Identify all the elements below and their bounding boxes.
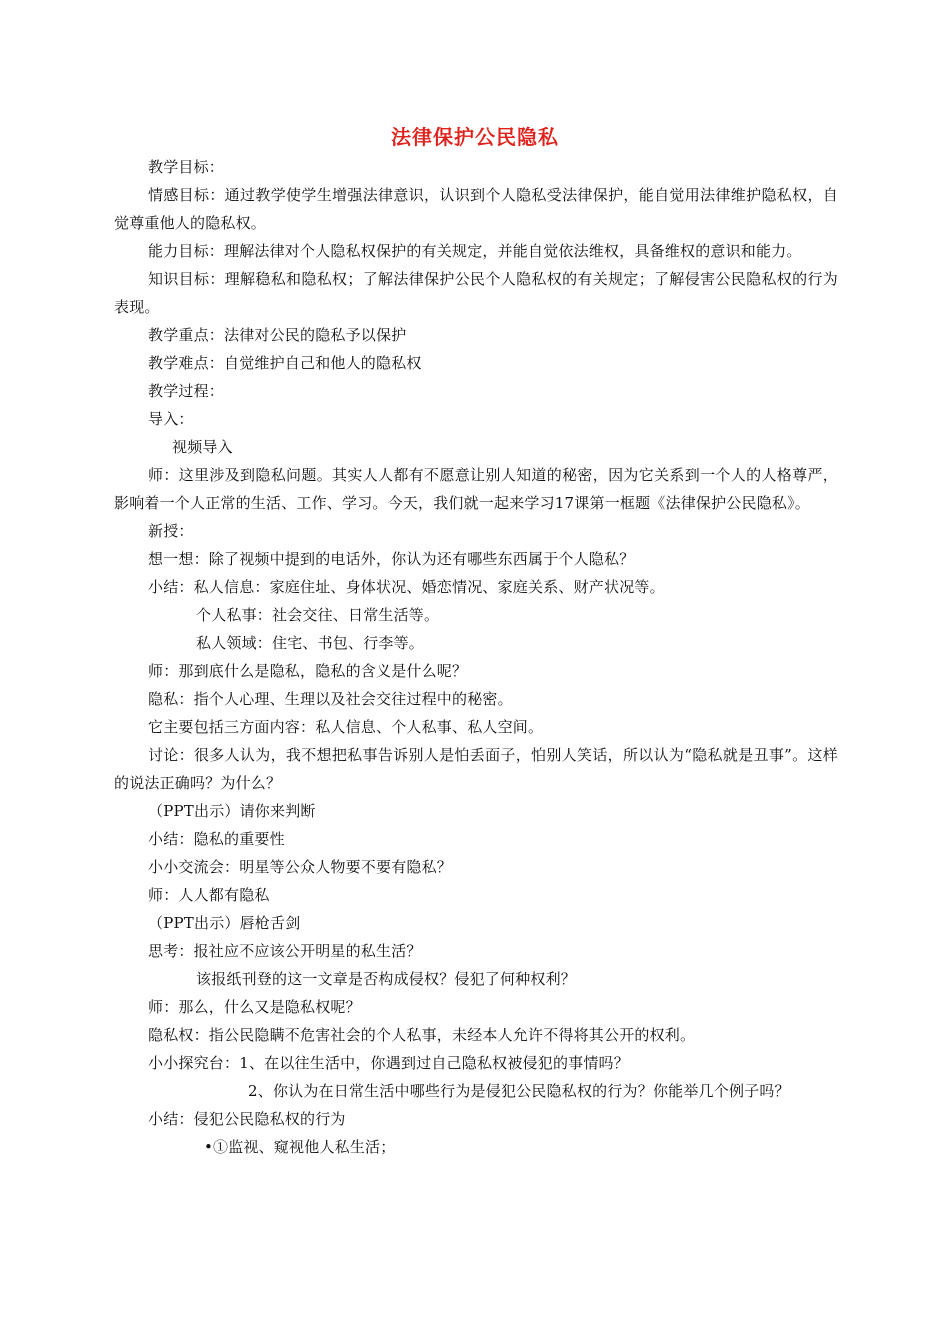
paragraph: 小小交流会：明星等公众人物要不要有隐私？ [148,858,453,876]
paragraph: 导入： [148,410,194,428]
paragraph: 私人领域：住宅、书包、行李等。 [196,634,425,652]
paragraph: 教学目标： [148,158,225,176]
paragraph: 讨论：很多人认为，我不想把私事告诉别人是怕丢面子，怕别人笑话，所以认为“隐私就是丑事”。这样的说法正确吗？为什么？ [114,746,838,792]
paragraph: 教学过程： [148,382,225,400]
paragraph: 小结：私人信息：家庭住址、身体状况、婚恋情况、家庭关系、财产状况等。 [148,578,665,596]
paragraph: 它主要包括三方面内容：私人信息、个人私事、私人空间。 [148,718,544,736]
paragraph: 知识目标：理解稳私和隐私权；了解法律保护公民个人隐私权的有关规定；了解侵害公民隐私权的行为表现。 [114,270,838,316]
paragraph: 个人私事：社会交往、日常生活等。 [196,606,440,624]
paragraph: 小小探究台：1、在以往生活中，你遇到过自己隐私权被侵犯的事情吗？ [148,1054,629,1072]
paragraph: 小结：隐私的重要性 [148,830,285,848]
paragraph: 该报纸刊登的这一文章是否构成侵权？侵犯了何种权利？ [196,970,577,988]
paragraph: 小结：侵犯公民隐私权的行为 [148,1110,346,1128]
paragraph: 师：那到底什么是隐私，隐私的含义是什么呢？ [148,662,468,680]
paragraph: 师：那么，什么又是隐私权呢？ [148,998,361,1016]
paragraph: 视频导入 [172,438,233,456]
paragraph: 隐私：指个人心理、生理以及社会交往过程中的秘密。 [148,690,513,708]
paragraph: 师：人人都有隐私 [148,886,270,904]
paragraph: 新授： [148,522,194,540]
paragraph: 教学重点：法律对公民的隐私予以保护 [148,326,407,344]
paragraph: （PPT出示）请你来判断 [148,802,316,820]
paragraph: 能力目标：理解法律对个人隐私权保护的有关规定，并能自觉依法维权，具备维权的意识和能力。 [148,242,802,260]
paragraph: 情感目标：通过教学使学生增强法律意识，认识到个人隐私受法律保护，能自觉用法律维护隐私权，自觉尊重他人的隐私权。 [114,186,838,232]
paragraph: 隐私权：指公民隐瞒不危害社会的个人私事，未经本人允许不得将其公开的权利。 [148,1026,696,1044]
paragraph: •①监视、窥视他人私生活； [204,1138,396,1156]
paragraph: 教学难点：自觉维护自己和他人的隐私权 [148,354,422,372]
document-title: 法律保护公民隐私 [391,125,559,149]
paragraph: 想一想：除了视频中提到的电话外，你认为还有哪些东西属于个人隐私？ [148,550,635,568]
paragraph: 思考：报社应不应该公开明星的私生活？ [148,942,422,960]
paragraph: 2、你认为在日常生活中哪些行为是侵犯公民隐私权的行为？你能举几个例子吗？ [248,1082,790,1100]
document-body [114,153,838,1161]
paragraph: （PPT出示）唇枪舌剑 [148,914,301,932]
paragraph: 师：这里涉及到隐私问题。其实人人都有不愿意让别人知道的秘密，因为它关系到一个人的人格尊严，影响着一个人正常的生活、工作、学习。今天，我们就一起来学习17课第一框题《法律保护公民隐私》。 [114,466,838,512]
